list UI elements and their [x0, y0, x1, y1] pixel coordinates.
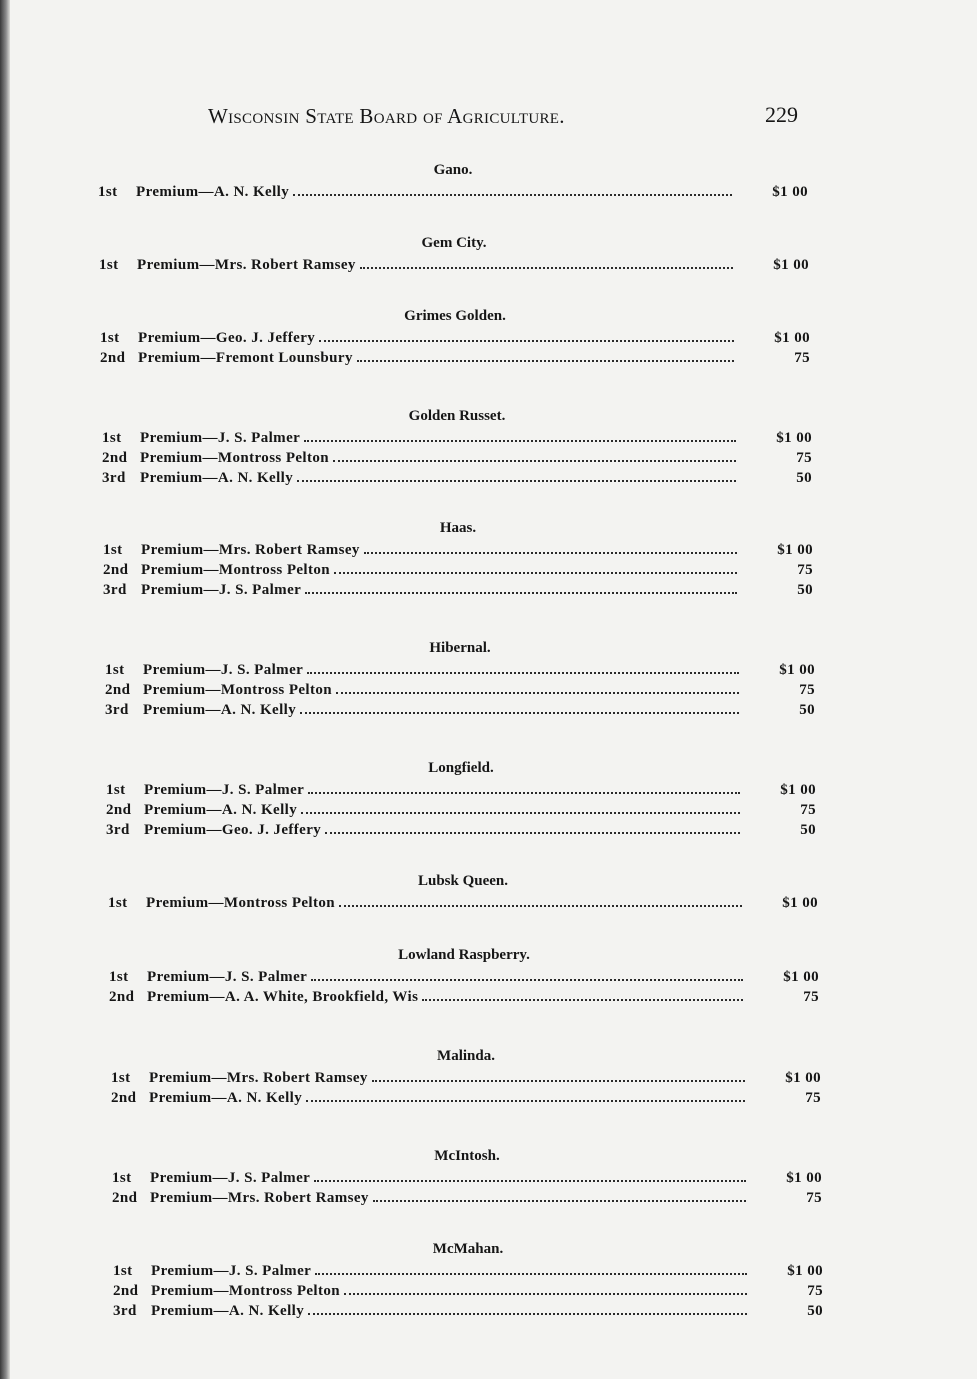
premium-amount: $1 00	[786, 1170, 822, 1186]
section-mcintosh	[112, 1146, 822, 1208]
premium-amount: $1 00	[787, 1263, 823, 1279]
section-title: Haas.	[439, 520, 477, 536]
premium-entry	[102, 448, 812, 468]
premium-amount: 75	[803, 989, 819, 1005]
premium-recipient: Premium—Geo. J. Jeffery	[144, 822, 322, 838]
premium-place: 2nd	[111, 1090, 137, 1106]
premium-recipient: Premium—J. S. Palmer	[147, 969, 308, 985]
premium-place: 3rd	[102, 470, 126, 486]
premium-place: 2nd	[106, 802, 132, 818]
premium-amount: $1 00	[777, 542, 813, 558]
premium-recipient: Premium—A. N. Kelly	[144, 802, 298, 818]
premium-entry	[103, 560, 813, 580]
premium-amount: $1 00	[780, 782, 816, 798]
premium-recipient: Premium—Montross Pelton	[143, 682, 333, 698]
section-gano	[98, 160, 808, 202]
premium-recipient: Premium—J. S. Palmer	[140, 430, 301, 446]
premium-entry	[98, 182, 808, 202]
premium-amount: $1 00	[772, 184, 808, 200]
section-haas	[103, 518, 813, 600]
premium-amount: $1 00	[785, 1070, 821, 1086]
premium-place: 2nd	[112, 1190, 138, 1206]
section-title: Gem City.	[421, 235, 487, 251]
section-title: Golden Russet.	[408, 408, 506, 424]
premium-recipient: Premium—A. N. Kelly	[151, 1303, 305, 1319]
section-grimes-golden	[100, 306, 810, 368]
premium-recipient: Premium—J. S. Palmer	[150, 1170, 311, 1186]
premium-recipient: Premium—Mrs. Robert Ramsey	[137, 257, 356, 273]
premium-place: 1st	[105, 662, 125, 678]
premium-recipient: Premium—Montross Pelton	[151, 1283, 341, 1299]
dot-leader	[344, 1293, 747, 1295]
premium-amount: $1 00	[774, 330, 810, 346]
premium-entry	[103, 580, 813, 600]
running-title: Wisconsin State Board of Agriculture.	[208, 104, 565, 128]
premium-recipient: Premium—J. S. Palmer	[141, 582, 302, 598]
dot-leader	[334, 572, 737, 574]
premium-amount: 50	[799, 702, 815, 718]
premium-recipient: Premium—A. N. Kelly	[149, 1090, 303, 1106]
premium-entry	[109, 967, 819, 987]
premium-amount: 75	[794, 350, 810, 366]
premium-place: 1st	[111, 1070, 131, 1086]
section-mcmahan	[113, 1239, 823, 1321]
premium-entry	[105, 700, 815, 720]
premium-place: 1st	[109, 969, 129, 985]
premium-recipient: Premium—Fremont Lounsbury	[138, 350, 353, 366]
premium-entry	[112, 1188, 822, 1208]
premium-amount: 75	[797, 562, 813, 578]
section-title: Lubsk Queen.	[417, 873, 509, 889]
premium-recipient: Premium—J. S. Palmer	[143, 662, 304, 678]
premium-entry	[108, 893, 818, 913]
dot-leader	[357, 360, 734, 362]
section-title: Malinda.	[437, 1048, 495, 1064]
premium-entry	[105, 660, 815, 680]
premium-place: 2nd	[100, 350, 126, 366]
premium-recipient: Premium—Mrs. Robert Ramsey	[141, 542, 360, 558]
section-title: McMahan.	[432, 1241, 504, 1257]
premium-place: 1st	[103, 542, 123, 558]
section-lubsk-queen	[108, 871, 818, 913]
premium-recipient: Premium—Montross Pelton	[141, 562, 331, 578]
dot-leader	[319, 340, 734, 342]
premium-entry	[102, 468, 812, 488]
page-binding-edge	[0, 0, 10, 1379]
premium-place: 2nd	[103, 562, 129, 578]
dot-leader	[364, 552, 737, 554]
premium-entry	[106, 780, 816, 800]
premium-place: 1st	[106, 782, 126, 798]
premium-place: 3rd	[105, 702, 129, 718]
premium-place: 3rd	[113, 1303, 137, 1319]
dot-leader	[333, 460, 736, 462]
premium-entry	[113, 1301, 823, 1321]
premium-recipient: Premium—Mrs. Robert Ramsey	[150, 1190, 369, 1206]
premium-recipient: Premium—Mrs. Robert Ramsey	[149, 1070, 368, 1086]
premium-entry	[99, 255, 809, 275]
premium-entry	[100, 328, 810, 348]
section-title: McIntosh.	[434, 1148, 500, 1164]
dot-leader	[372, 1080, 745, 1082]
premium-place: 1st	[100, 330, 120, 346]
dot-leader	[297, 480, 736, 482]
premium-entry	[109, 987, 819, 1007]
section-title: Lowland Raspberry.	[398, 947, 530, 963]
premium-amount: 75	[800, 802, 816, 818]
section-malinda	[111, 1046, 821, 1108]
dot-leader	[308, 1313, 747, 1315]
premium-recipient: Premium—A. N. Kelly	[143, 702, 297, 718]
dot-leader	[373, 1200, 746, 1202]
premium-entry	[103, 540, 813, 560]
premium-entry	[100, 348, 810, 368]
premium-entry	[111, 1068, 821, 1088]
section-golden-russet	[102, 406, 812, 488]
dot-leader	[325, 832, 740, 834]
premium-place: 1st	[113, 1263, 133, 1279]
premium-amount: $1 00	[776, 430, 812, 446]
premium-recipient: Premium—J. S. Palmer	[151, 1263, 312, 1279]
premium-recipient: Premium—Geo. J. Jeffery	[138, 330, 316, 346]
premium-recipient: Premium—J. S. Palmer	[144, 782, 305, 798]
premium-amount: 50	[796, 470, 812, 486]
dot-leader	[311, 979, 743, 981]
dot-leader	[304, 440, 736, 442]
premium-entry	[105, 680, 815, 700]
section-lowland-raspberry	[109, 945, 819, 1007]
premium-amount: $1 00	[783, 969, 819, 985]
dot-leader	[308, 792, 740, 794]
premium-entry	[113, 1261, 823, 1281]
premium-place: 3rd	[106, 822, 130, 838]
dot-leader	[360, 267, 733, 269]
premium-place: 1st	[98, 184, 118, 200]
premium-recipient: Premium—Montross Pelton	[146, 895, 336, 911]
dot-leader	[300, 712, 739, 714]
premium-place: 1st	[102, 430, 122, 446]
premium-amount: 75	[799, 682, 815, 698]
premium-amount: $1 00	[782, 895, 818, 911]
premium-place: 2nd	[109, 989, 135, 1005]
premium-amount: 50	[807, 1303, 823, 1319]
dot-leader	[339, 905, 742, 907]
section-title: Longfield.	[428, 760, 494, 776]
premium-entry	[112, 1168, 822, 1188]
dot-leader	[307, 672, 739, 674]
dot-leader	[301, 812, 740, 814]
premium-place: 1st	[99, 257, 119, 273]
page-header	[208, 102, 798, 132]
premium-entry	[111, 1088, 821, 1108]
premium-amount: 75	[806, 1190, 822, 1206]
premium-amount: $1 00	[779, 662, 815, 678]
dot-leader	[305, 592, 737, 594]
section-title: Gano.	[433, 162, 473, 178]
premium-entry	[106, 800, 816, 820]
premium-place: 1st	[112, 1170, 132, 1186]
section-gem-city	[99, 233, 809, 275]
premium-place: 1st	[108, 895, 128, 911]
premium-amount: 50	[800, 822, 816, 838]
dot-leader	[336, 692, 739, 694]
premium-entry	[113, 1281, 823, 1301]
premium-amount: 75	[796, 450, 812, 466]
premium-recipient: Premium—A. N. Kelly	[140, 470, 294, 486]
dot-leader	[422, 999, 743, 1001]
dot-leader	[306, 1100, 745, 1102]
section-longfield	[106, 758, 816, 840]
section-title: Grimes Golden.	[404, 308, 506, 324]
premium-recipient: Premium—Montross Pelton	[140, 450, 330, 466]
premium-recipient: Premium—A. N. Kelly	[136, 184, 290, 200]
premium-amount: $1 00	[773, 257, 809, 273]
premium-entry	[102, 428, 812, 448]
section-hibernal	[105, 638, 815, 720]
dot-leader	[315, 1273, 747, 1275]
premium-amount: 50	[797, 582, 813, 598]
page-number: 229	[765, 102, 798, 127]
premium-place: 2nd	[105, 682, 131, 698]
dot-leader	[293, 194, 732, 196]
premium-amount: 75	[805, 1090, 821, 1106]
premium-amount: 75	[807, 1283, 823, 1299]
premium-recipient: Premium—A. A. White, Brookfield, Wis	[147, 989, 419, 1005]
premium-place: 2nd	[113, 1283, 139, 1299]
dot-leader	[314, 1180, 746, 1182]
premium-place: 2nd	[102, 450, 128, 466]
premium-place: 3rd	[103, 582, 127, 598]
section-title: Hibernal.	[429, 640, 491, 656]
premium-entry	[106, 820, 816, 840]
